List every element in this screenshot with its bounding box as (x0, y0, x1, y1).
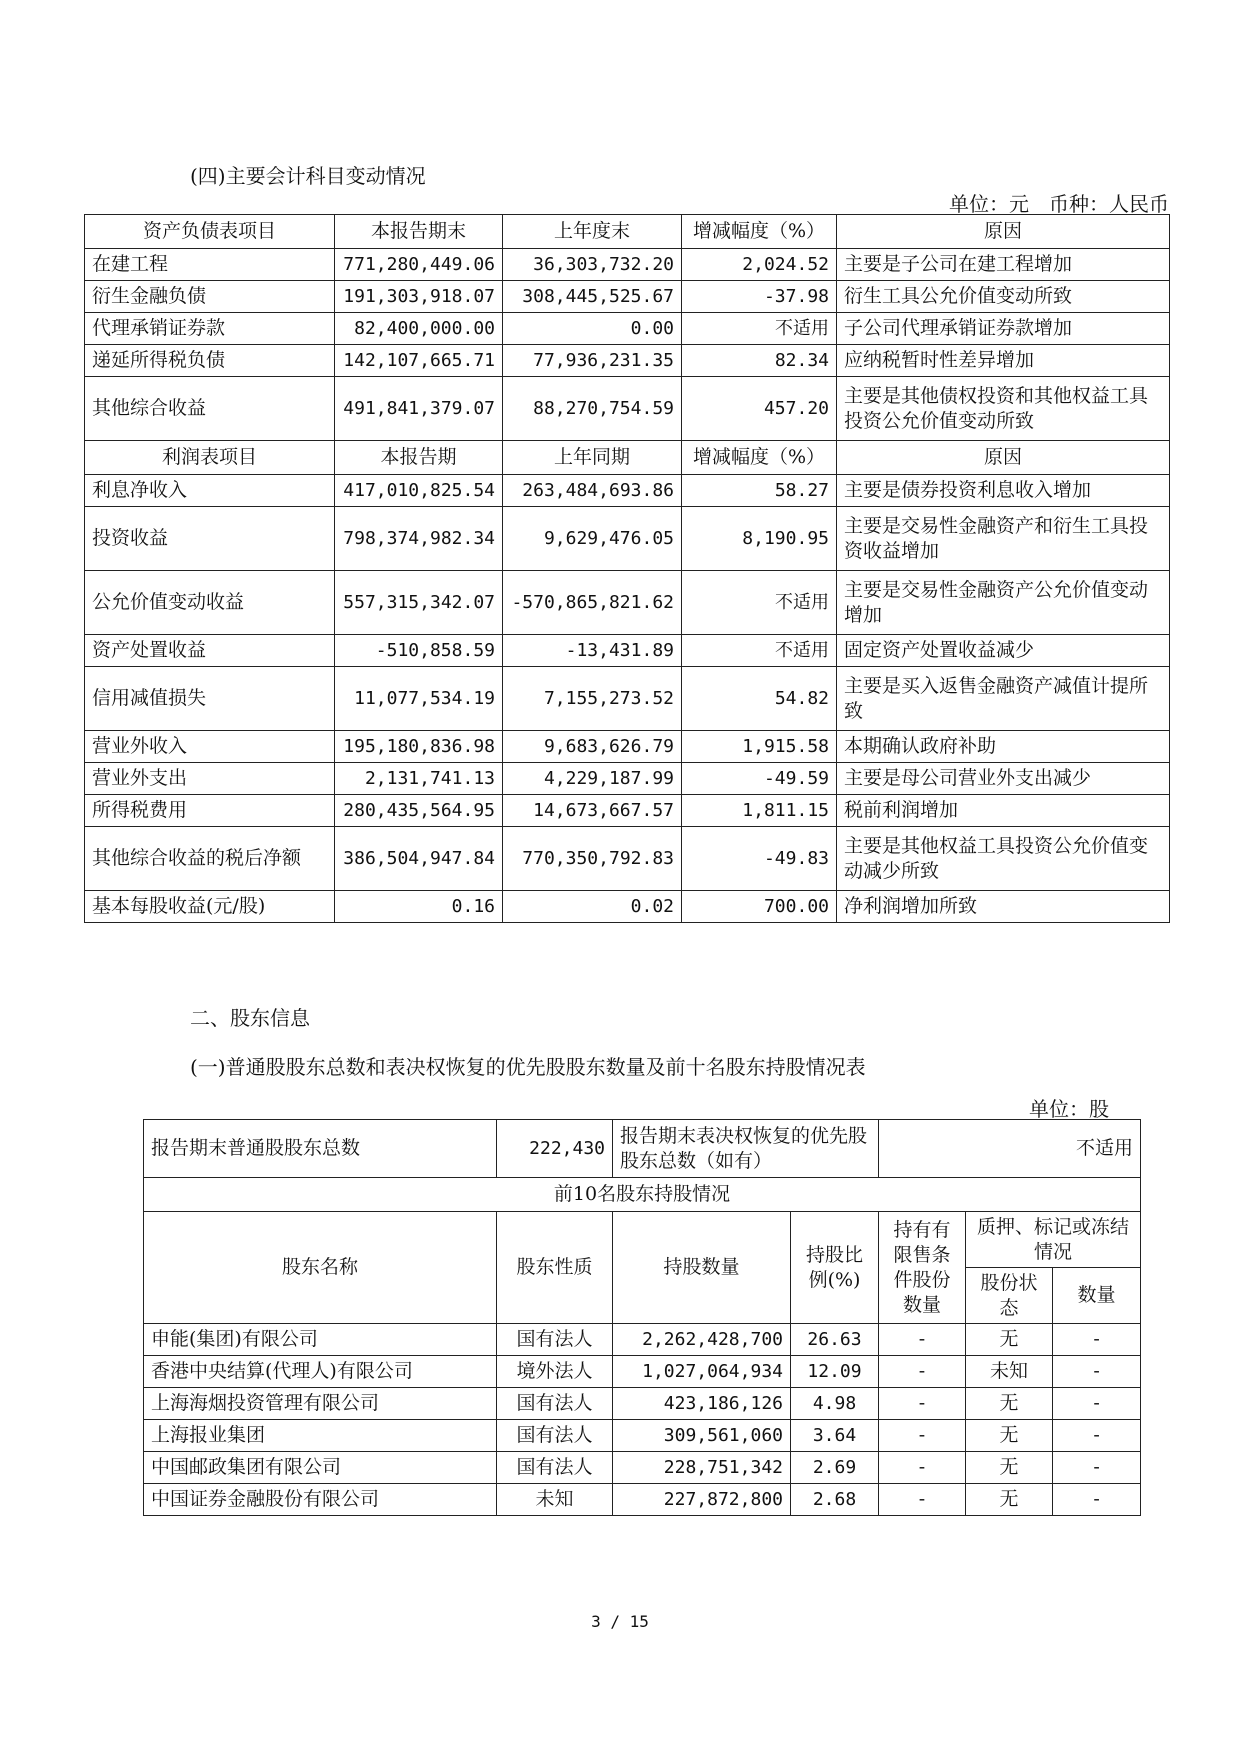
income-cell: 本期确认政府补助 (837, 731, 1170, 763)
income-cell: 主要是母公司营业外支出减少 (837, 763, 1170, 795)
income-cell: -13,431.89 (503, 635, 682, 667)
income-header-cell: 上年同期 (503, 441, 682, 475)
shareholder-cell: - (1053, 1420, 1141, 1452)
shareholder-cell: - (1053, 1356, 1141, 1388)
section-heading-shareholders: 二、股东信息 (190, 1006, 310, 1030)
shareholder-cell: 无 (966, 1484, 1053, 1516)
table-row (85, 795, 1170, 827)
income-cell: 417,010,825.54 (335, 475, 503, 507)
table-row (85, 249, 1170, 281)
income-cell: 11,077,534.19 (335, 667, 503, 731)
shareholder-cell: - (879, 1452, 966, 1484)
income-cell: 所得税费用 (85, 795, 335, 827)
shareholder-row (144, 1452, 1141, 1484)
income-cell: 其他综合收益的税后净额 (85, 827, 335, 891)
income-header-cell: 利润表项目 (85, 441, 335, 475)
income-cell: 不适用 (682, 571, 837, 635)
income-cell: 投资收益 (85, 507, 335, 571)
income-cell: -49.83 (682, 827, 837, 891)
shareholder-cell: - (879, 1484, 966, 1516)
balance-cell: 308,445,525.67 (503, 281, 682, 313)
balance-header-cell: 原因 (837, 215, 1170, 249)
shareholder-cell: - (879, 1420, 966, 1452)
total-holders-value: 222,430 (497, 1120, 613, 1178)
shareholder-row (144, 1484, 1141, 1516)
balance-cell: 不适用 (682, 313, 837, 345)
shareholder-row (144, 1356, 1141, 1388)
shareholder-cell: 309,561,060 (613, 1420, 791, 1452)
income-cell: 营业外支出 (85, 763, 335, 795)
balance-cell: 82.34 (682, 345, 837, 377)
balance-cell: 应纳税暂时性差异增加 (837, 345, 1170, 377)
shareholder-cell: 申能(集团)有限公司 (144, 1324, 497, 1356)
income-cell: 主要是买入返售金融资产减值计提所致 (837, 667, 1170, 731)
balance-cell: 491,841,379.07 (335, 377, 503, 441)
balance-cell: 142,107,665.71 (335, 345, 503, 377)
shareholder-cell: 无 (966, 1388, 1053, 1420)
income-cell: 9,683,626.79 (503, 731, 682, 763)
shareholder-cell: - (1053, 1452, 1141, 1484)
income-cell: 公允价值变动收益 (85, 571, 335, 635)
income-header-cell: 原因 (837, 441, 1170, 475)
balance-cell: 2,024.52 (682, 249, 837, 281)
shareholder-cell: 国有法人 (497, 1452, 613, 1484)
balance-cell: 0.00 (503, 313, 682, 345)
balance-cell: 代理承销证券款 (85, 313, 335, 345)
balance-cell: 在建工程 (85, 249, 335, 281)
income-cell: 营业外收入 (85, 731, 335, 763)
table-row (85, 763, 1170, 795)
balance-header-row (85, 215, 1170, 249)
balance-header-cell: 增减幅度（%） (682, 215, 837, 249)
shareholder-row (144, 1388, 1141, 1420)
income-cell: 信用减值损失 (85, 667, 335, 731)
header-pledge-amount: 数量 (1053, 1268, 1141, 1324)
header-restricted: 持有有限售条件股份数量 (879, 1212, 966, 1324)
preferred-holders-label: 报告期末表决权恢复的优先股股东总数（如有） (613, 1120, 879, 1178)
table-row (85, 281, 1170, 313)
shareholder-cell: 国有法人 (497, 1388, 613, 1420)
shareholder-cell: 上海海烟投资管理有限公司 (144, 1388, 497, 1420)
balance-cell: 子公司代理承销证券款增加 (837, 313, 1170, 345)
header-holder-name: 股东名称 (144, 1212, 497, 1324)
income-cell: 固定资产处置收益减少 (837, 635, 1170, 667)
shareholder-cell: 26.63 (791, 1324, 879, 1356)
income-cell: 280,435,564.95 (335, 795, 503, 827)
income-cell: 58.27 (682, 475, 837, 507)
table-row (85, 313, 1170, 345)
table-row (85, 891, 1170, 923)
page-number: 3 / 15 (591, 1612, 649, 1631)
shareholder-row (144, 1420, 1141, 1452)
shareholder-cell: - (879, 1388, 966, 1420)
income-cell: 1,811.15 (682, 795, 837, 827)
balance-cell: 衍生金融负债 (85, 281, 335, 313)
shareholder-cell: - (1053, 1484, 1141, 1516)
table-row (85, 731, 1170, 763)
table-row (85, 507, 1170, 571)
income-cell: 2,131,741.13 (335, 763, 503, 795)
income-header-row (85, 441, 1170, 475)
income-cell: 7,155,273.52 (503, 667, 682, 731)
income-cell: 770,350,792.83 (503, 827, 682, 891)
shareholder-cell: 1,027,064,934 (613, 1356, 791, 1388)
shareholders-table (143, 1119, 1141, 1516)
shareholder-cell: 未知 (497, 1484, 613, 1516)
income-cell: 263,484,693.86 (503, 475, 682, 507)
balance-header-cell: 上年度末 (503, 215, 682, 249)
shareholder-cell: 国有法人 (497, 1420, 613, 1452)
header-quantity: 持股数量 (613, 1212, 791, 1324)
shareholder-cell: - (1053, 1324, 1141, 1356)
shareholder-cell: 2,262,428,700 (613, 1324, 791, 1356)
income-cell: 195,180,836.98 (335, 731, 503, 763)
header-pledge: 质押、标记或冻结情况 (966, 1212, 1141, 1268)
shareholder-cell: 12.09 (791, 1356, 879, 1388)
table-row (85, 667, 1170, 731)
income-cell: 4,229,187.99 (503, 763, 682, 795)
table-row (85, 377, 1170, 441)
income-cell: 386,504,947.84 (335, 827, 503, 891)
balance-cell: 77,936,231.35 (503, 345, 682, 377)
shareholder-cell: 423,186,126 (613, 1388, 791, 1420)
shareholder-cell: 2.68 (791, 1484, 879, 1516)
table-row (85, 475, 1170, 507)
unit-shares-note: 单位：股 (1029, 1097, 1109, 1121)
shareholder-cell: - (1053, 1388, 1141, 1420)
income-cell: 0.02 (503, 891, 682, 923)
income-cell: 9,629,476.05 (503, 507, 682, 571)
shareholder-cell: 无 (966, 1420, 1053, 1452)
balance-cell: 457.20 (682, 377, 837, 441)
balance-cell: 771,280,449.06 (335, 249, 503, 281)
income-header-cell: 本报告期 (335, 441, 503, 475)
shareholder-cell: 中国证券金融股份有限公司 (144, 1484, 497, 1516)
shareholder-cell: 227,872,800 (613, 1484, 791, 1516)
income-cell: 税前利润增加 (837, 795, 1170, 827)
shareholder-cell: 未知 (966, 1356, 1053, 1388)
shareholder-cell: - (879, 1324, 966, 1356)
header-share-status: 股份状态 (966, 1268, 1053, 1324)
shareholder-cell: 中国邮政集团有限公司 (144, 1452, 497, 1484)
income-header-cell: 增减幅度（%） (682, 441, 837, 475)
shareholder-cell: - (879, 1356, 966, 1388)
income-cell: 不适用 (682, 635, 837, 667)
top10-title: 前10名股东持股情况 (144, 1178, 1141, 1212)
total-holders-label: 报告期末普通股股东总数 (144, 1120, 497, 1178)
balance-cell: 其他综合收益 (85, 377, 335, 441)
shareholder-cell: 境外法人 (497, 1356, 613, 1388)
table-row (85, 345, 1170, 377)
header-ratio: 持股比例(%) (791, 1212, 879, 1324)
income-cell: 54.82 (682, 667, 837, 731)
balance-cell: 36,303,732.20 (503, 249, 682, 281)
balance-cell: 衍生工具公允价值变动所致 (837, 281, 1170, 313)
income-cell: 798,374,982.34 (335, 507, 503, 571)
income-cell: -510,858.59 (335, 635, 503, 667)
header-holder-nature: 股东性质 (497, 1212, 613, 1324)
section-heading-accounting-changes: (四)主要会计科目变动情况 (190, 164, 426, 188)
income-cell: -49.59 (682, 763, 837, 795)
balance-cell: -37.98 (682, 281, 837, 313)
shareholder-cell: 228,751,342 (613, 1452, 791, 1484)
income-cell: 主要是交易性金融资产和衍生工具投资收益增加 (837, 507, 1170, 571)
balance-header-cell: 资产负债表项目 (85, 215, 335, 249)
accounting-changes-table (84, 214, 1170, 923)
shareholder-cell: 无 (966, 1452, 1053, 1484)
income-cell: 14,673,667.57 (503, 795, 682, 827)
income-cell: 1,915.58 (682, 731, 837, 763)
income-cell: 净利润增加所致 (837, 891, 1170, 923)
balance-cell: 主要是子公司在建工程增加 (837, 249, 1170, 281)
income-cell: 0.16 (335, 891, 503, 923)
income-cell: 557,315,342.07 (335, 571, 503, 635)
shareholder-cell: 香港中央结算(代理人)有限公司 (144, 1356, 497, 1388)
income-cell: 资产处置收益 (85, 635, 335, 667)
balance-cell: 82,400,000.00 (335, 313, 503, 345)
shareholder-cell: 国有法人 (497, 1324, 613, 1356)
income-cell: 主要是交易性金融资产公允价值变动增加 (837, 571, 1170, 635)
table-row (85, 827, 1170, 891)
shareholder-cell: 2.69 (791, 1452, 879, 1484)
section-heading-shareholder-table: (一)普通股股东总数和表决权恢复的优先股股东数量及前十名股东持股情况表 (190, 1055, 866, 1079)
income-cell: 利息净收入 (85, 475, 335, 507)
table-row (85, 635, 1170, 667)
income-cell: -570,865,821.62 (503, 571, 682, 635)
shareholder-cell: 无 (966, 1324, 1053, 1356)
preferred-holders-value: 不适用 (879, 1120, 1141, 1178)
balance-cell: 191,303,918.07 (335, 281, 503, 313)
income-cell: 主要是其他权益工具投资公允价值变动减少所致 (837, 827, 1170, 891)
income-cell: 主要是债券投资利息收入增加 (837, 475, 1170, 507)
shareholder-cell: 4.98 (791, 1388, 879, 1420)
shareholder-cell: 上海报业集团 (144, 1420, 497, 1452)
balance-cell: 递延所得税负债 (85, 345, 335, 377)
income-cell: 700.00 (682, 891, 837, 923)
income-cell: 基本每股收益(元/股) (85, 891, 335, 923)
balance-header-cell: 本报告期末 (335, 215, 503, 249)
income-cell: 8,190.95 (682, 507, 837, 571)
balance-cell: 88,270,754.59 (503, 377, 682, 441)
balance-cell: 主要是其他债权投资和其他权益工具投资公允价值变动所致 (837, 377, 1170, 441)
unit-currency-note: 单位：元 币种：人民币 (949, 192, 1169, 216)
table-row (85, 571, 1170, 635)
shareholder-row (144, 1324, 1141, 1356)
shareholder-cell: 3.64 (791, 1420, 879, 1452)
